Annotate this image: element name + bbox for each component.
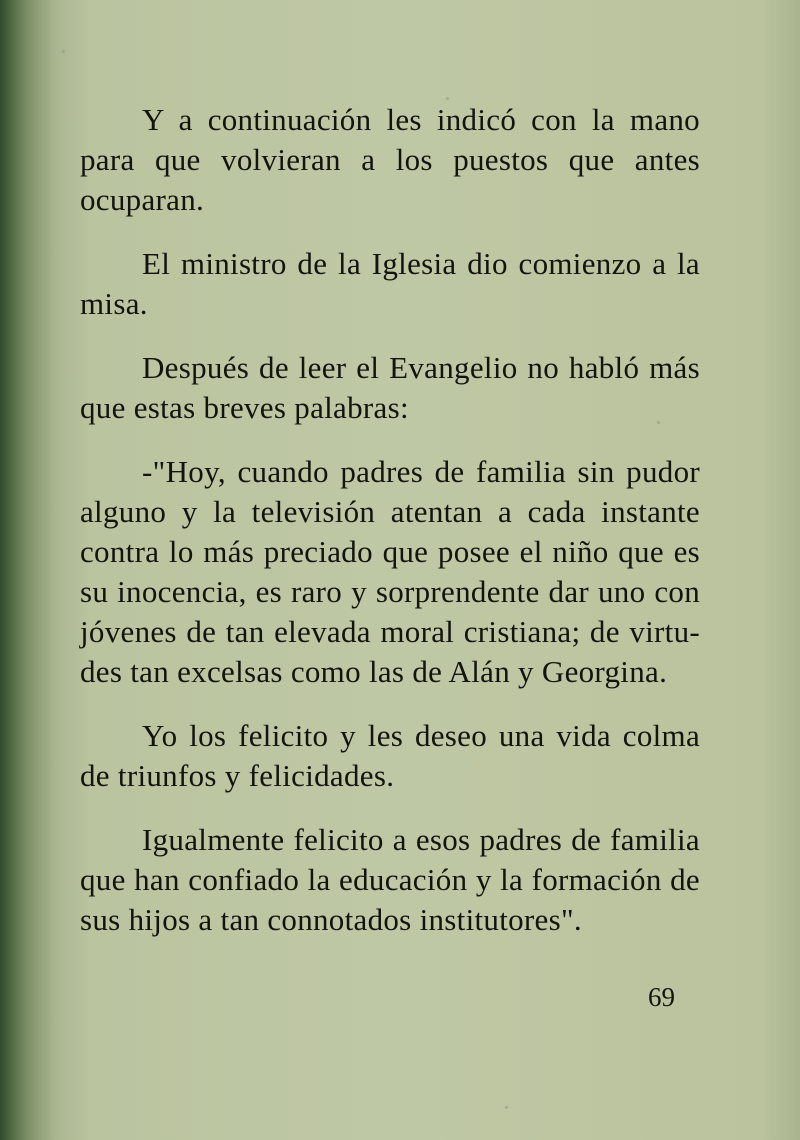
page-number: 69 <box>648 982 675 1012</box>
paragraph: El ministro de la Iglesia dio comienzo a la misa. <box>80 246 700 321</box>
paragraph: Igualmente felicito a esos padres de familia que han confiado la educación y la formación de sus hijos a tan connotados institutores". <box>80 822 700 937</box>
paper-speck <box>62 50 65 53</box>
paragraph: Yo los felicito y les deseo una vida colma de triunfos y felicidades. <box>80 718 700 793</box>
paper-speck <box>505 1106 508 1109</box>
paragraph: Y a continuación les indicó con la mano para que volvieran a los puestos que antes ocuparan. <box>80 102 700 217</box>
body-text <box>80 100 700 964</box>
paragraph: -"Hoy, cuando padres de familia sin pudor alguno y la televisión atentan a cada instante contra lo más preciado que posee el niño que es su inocencia, es raro y sorprendente dar uno con jóvenes de tan elevada moral cristiana; de virtu-des tan excelsas como las de Alán y Georgina. <box>80 454 700 689</box>
paragraph: Después de leer el Evangelio no habló más que estas breves palabras: <box>80 350 700 425</box>
